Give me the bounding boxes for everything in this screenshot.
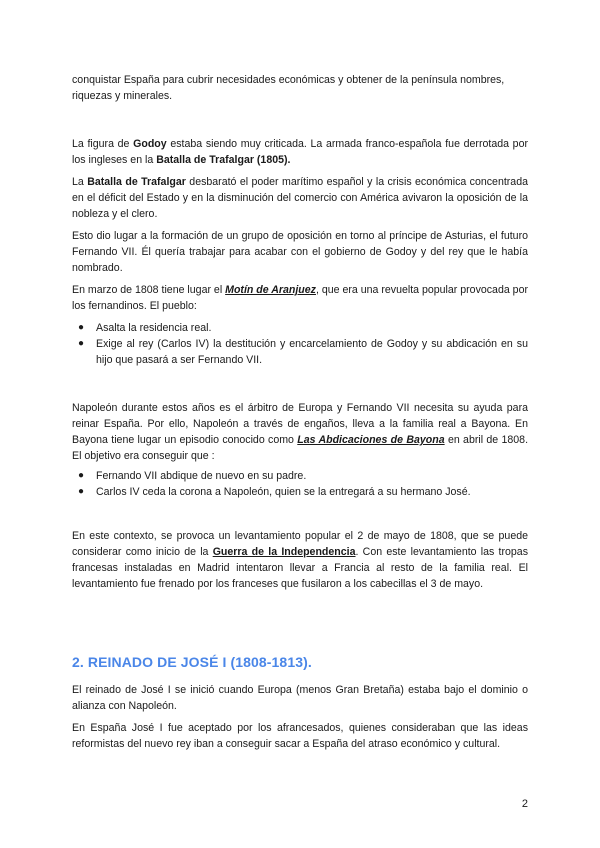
link-motin-de-aranjuez[interactable]: Motín de Aranjuez (225, 284, 316, 296)
paragraph-dos-de-mayo (72, 528, 528, 592)
bullet-list-objetivo (72, 468, 528, 500)
text-run: La figura de (72, 138, 134, 150)
list-item (72, 468, 528, 484)
paragraph-text: conquistar España para cubrir necesidades económicas y obtener de la península nombres, riquezas y minerales. (72, 74, 505, 102)
bullet-icon: ● (78, 486, 85, 497)
paragraph-jose-reinado (72, 682, 528, 714)
text-run: estaba siendo muy criticada. La armada franco-española fue derrotada por los ingleses en la (72, 138, 528, 166)
list-item-text: Fernando VII abdique de nuevo en su padre. (96, 470, 307, 482)
paragraph-aranjuez (72, 282, 528, 314)
list-item-text: Exige al rey (Carlos IV) la destitución y encarcelamiento de Godoy y su abdicación en su hijo que pasará a ser Fernando VII. (96, 338, 528, 366)
text-run: Napoleón durante estos años es el árbitro de Europa y Fernando VII necesita su ayuda para reinar España. Por ello, Napoleón a través de engaños, lleva a la familia real a Bayona. En Bayona tiene lugar un episodio conocido como (72, 402, 528, 446)
list-item (72, 336, 528, 368)
section-heading: 2. REINADO DE JOSÉ I (1808-1813). (72, 654, 312, 670)
paragraph-godoy (72, 136, 528, 168)
text-run: desbarató el poder marítimo español y la crisis económica concentrada en el déficit del Estado y en la disminución del comercio con América avivaron la oposición de la nobleza y el clero. (72, 176, 528, 220)
text-run: La (72, 176, 88, 188)
paragraph-bayona (72, 400, 528, 464)
bullet-icon: ● (78, 338, 85, 349)
bold-godoy: Godoy (133, 138, 167, 150)
bullet-list-pueblo (72, 320, 528, 368)
page-number: 2 (521, 798, 528, 810)
bold-trafalgar: Batalla de Trafalgar (87, 176, 186, 188)
bullet-icon: ● (78, 470, 85, 481)
link-guerra-de-la-independencia[interactable]: Guerra de la Independencia (212, 546, 356, 558)
link-abdicaciones-de-bayona[interactable]: Las Abdicaciones de Bayona (297, 434, 445, 446)
paragraph-trafalgar (72, 174, 528, 222)
text-run: , que era una revuelta popular provocada por los fernandinos. El pueblo: (72, 284, 528, 312)
paragraph-text: En España José I fue aceptado por los afrancesados, quienes consideraban que las ideas reformistas del nuevo rey iban a conseguir sacar a España del atraso económico y cultural. (72, 722, 528, 750)
text-run: En marzo de 1808 tiene lugar el (72, 284, 226, 296)
paragraph-intro-continuation (72, 72, 528, 104)
paragraph-opposition (72, 228, 528, 276)
bold-trafalgar-1805: Batalla de Trafalgar (1805). (156, 154, 291, 166)
list-item-text: Carlos IV ceda la corona a Napoleón, quien se la entregará a su hermano José. (96, 486, 471, 498)
text-run: En este contexto, se provoca un levantamiento popular el 2 de mayo de 1808, que se puede considerar como inicio de la (72, 530, 528, 558)
list-item (72, 320, 528, 336)
bullet-icon: ● (78, 322, 85, 333)
paragraph-text: El reinado de José I se inició cuando Europa (menos Gran Bretaña) estaba bajo el dominio o alianza con Napoleón. (72, 684, 528, 712)
paragraph-afrancesados (72, 720, 528, 752)
text-run: . Con este levantamiento las tropas francesas instaladas en Madrid intentaron llevar a Francia al resto de la familia real. El levantamiento fue frenado por los franceses que fusilaron a los cabecillas el 3 de mayo. (72, 546, 528, 590)
list-item-text: Asalta la residencia real. (96, 322, 212, 334)
list-item (72, 484, 528, 500)
paragraph-text: Esto dio lugar a la formación de un grupo de oposición en torno al príncipe de Asturias, el futuro Fernando VII. Él quería trabajar para acabar con el gobierno de Godoy y del rey que le había nombrado. (72, 230, 528, 274)
text-run: en abril de 1808. El objetivo era conseguir que : (72, 434, 529, 462)
